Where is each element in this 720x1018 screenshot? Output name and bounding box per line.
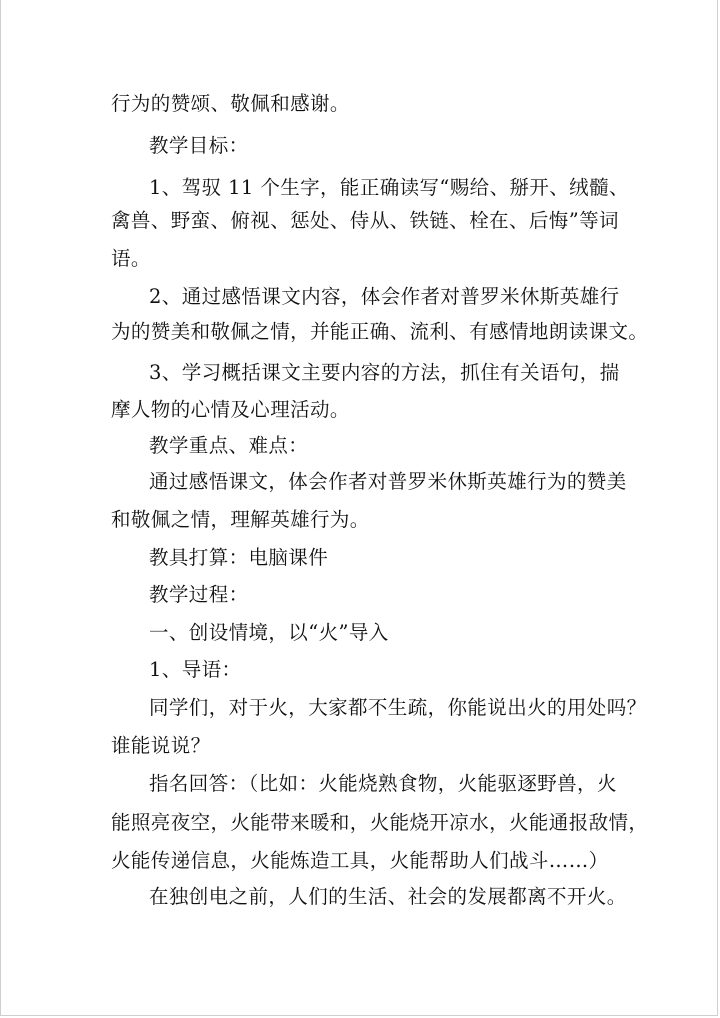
- text-line: 谁能说说？: [111, 734, 211, 757]
- section-heading: 教学过程：: [149, 583, 249, 606]
- text-line: 教具打算：电脑课件: [149, 546, 329, 569]
- text-line: 一、创设情境，以“火”导入: [149, 621, 389, 644]
- text-line: 火能传递信息，火能炼造工具，火能帮助人们战斗……）: [111, 849, 609, 872]
- text-line: 行为的赞颂、敬佩和感谢。: [111, 92, 350, 115]
- text-line: 1、驾驭 11 个生字，能正确读写“赐给、掰开、绒髓、: [149, 176, 629, 199]
- text-line: 通过感悟课文，体会作者对普罗米休斯英雄行为的赞美: [149, 470, 627, 493]
- section-heading: 教学目标：: [149, 134, 249, 157]
- text-line: 同学们，对于火，大家都不生疏，你能说出火的用处吗？: [149, 696, 647, 719]
- text-line: 在独创电之前，人们的生活、社会的发展都离不开火。: [149, 885, 627, 908]
- text-line: 和敬佩之情，理解英雄行为。: [111, 508, 370, 531]
- text-line: 能照亮夜空，火能带来暖和，火能烧开凉水，火能通报敌情，: [111, 811, 649, 834]
- text-line: 3、学习概括课文主要内容的方法，抓住有关语句，揣: [149, 361, 620, 384]
- text-line: 2、通过感悟课文内容，体会作者对普罗米休斯英雄行: [149, 285, 620, 308]
- text-line: 禽兽、野蛮、俯视、惩处、侍从、铁链、栓在、后悔”等词: [111, 209, 619, 232]
- text-line: 摩人物的心情及心理活动。: [111, 398, 350, 421]
- text-line: 为的赞美和敬佩之情，并能正确、流利、有感情地朗读课文。: [111, 320, 649, 343]
- text-line: 1、导语：: [149, 658, 242, 681]
- text-line: 指名回答：（比如：火能烧熟食物，火能驱逐野兽，火: [149, 772, 617, 795]
- section-heading: 教学重点、难点：: [149, 434, 309, 457]
- text-line: 语。: [111, 247, 151, 270]
